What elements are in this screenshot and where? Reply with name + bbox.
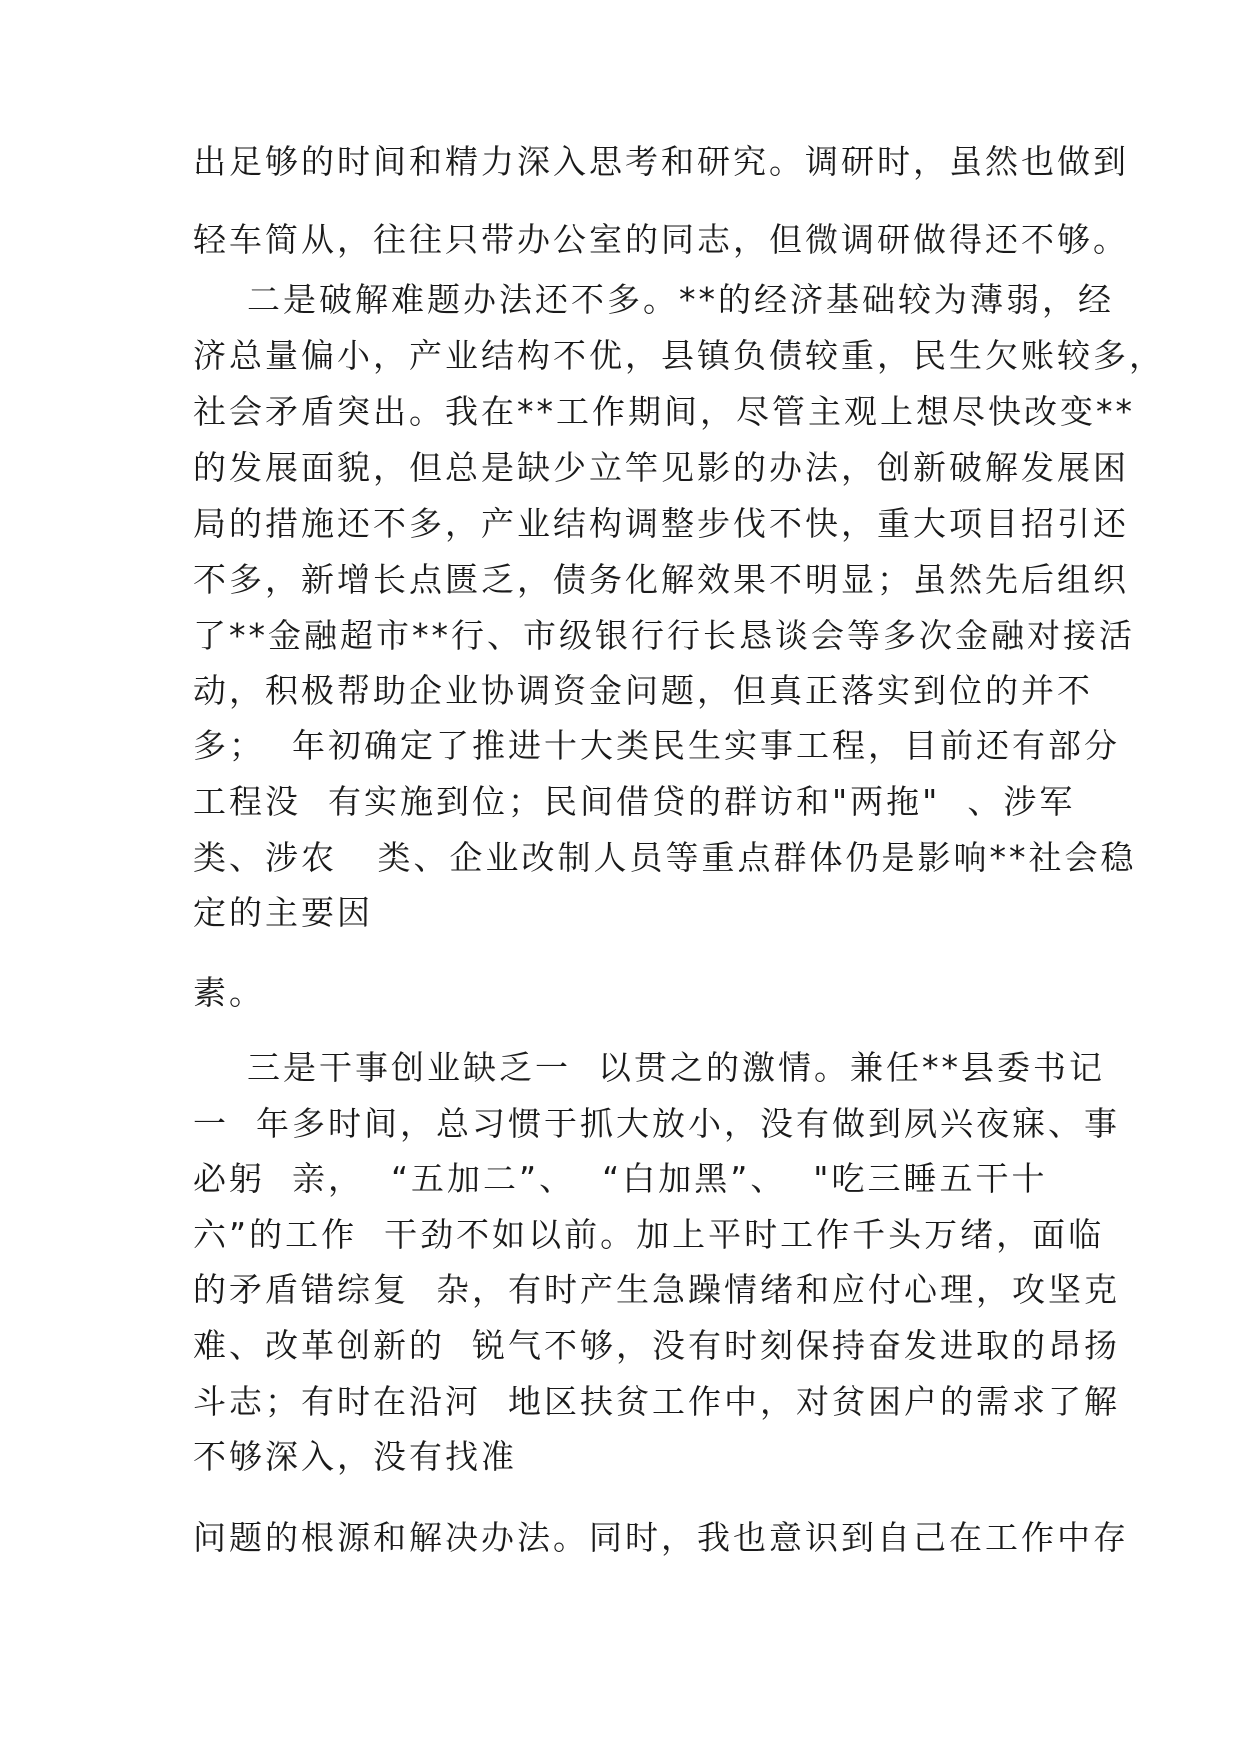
text-line: 的矛盾错综复 杂，有时产生急躁情绪和应付心理，攻坚克 <box>193 1270 1120 1309</box>
text-line: 社会矛盾突出。我在**工作期间，尽管主观上想尽快改变** <box>193 392 1135 431</box>
text-line: 工程没 有实施到位；民间借贷的群访和"两拖" 、涉军 <box>193 782 1076 821</box>
text-line: 一 年多时间，总习惯于抓大放小，没有做到夙兴夜寐、事 <box>193 1104 1120 1143</box>
text-line: 问题的根源和解决办法。同时，我也意识到自己在工作中存 <box>193 1518 1129 1557</box>
text-line: 类、涉农 类、企业改制人员等重点群体仍是影响**社会稳 <box>193 838 1137 877</box>
text-line: 六”的工作 干劲不如以前。加上平时工作千头万绪，面临 <box>193 1215 1105 1254</box>
text-line: 素。 <box>193 973 265 1012</box>
text-line: 济总量偏小，产业结构不优，县镇负债较重，民生欠账较多， <box>193 336 1165 375</box>
text-line: 不多，新增长点匮乏，债务化解效果不明显；虽然先后组织 <box>193 560 1129 599</box>
text-line: 难、改革创新的 锐气不够，没有时刻保持奋发进取的昂扬 <box>193 1326 1120 1365</box>
text-line: 不够深入，没有找准 <box>193 1437 517 1476</box>
text-line: 三是干事创业缺乏一 以贯之的激情。兼任**县委书记 <box>193 1048 1105 1087</box>
text-line: 轻车简从，往往只带办公室的同志，但微调研做得还不够。 <box>193 220 1129 259</box>
text-line: 多； 年初确定了推进十大类民生实事工程，目前还有部分 <box>193 726 1120 765</box>
text-line: 出足够的时间和精力深入思考和研究。调研时，虽然也做到 <box>193 142 1129 181</box>
text-line: 斗志；有时在沿河 地区扶贫工作中，对贫困户的需求了解 <box>193 1382 1120 1421</box>
text-line: 的发展面貌，但总是缺少立竿见影的办法，创新破解发展困 <box>193 448 1129 487</box>
text-line: 了**金融超市**行、市级银行行长恳谈会等多次金融对接活 <box>193 616 1135 655</box>
text-line: 定的主要因 <box>193 893 373 932</box>
text-line: 局的措施还不多，产业结构调整步伐不快，重大项目招引还 <box>193 504 1129 543</box>
text-line: 动，积极帮助企业协调资金问题，但真正落实到位的并不 <box>193 671 1093 710</box>
text-line: 二是破解难题办法还不多。**的经济基础较为薄弱，经 <box>193 280 1114 319</box>
text-line: 必躬 亲， “五加二”、 “白加黑”、 "吃三睡五干十 <box>193 1159 1048 1198</box>
